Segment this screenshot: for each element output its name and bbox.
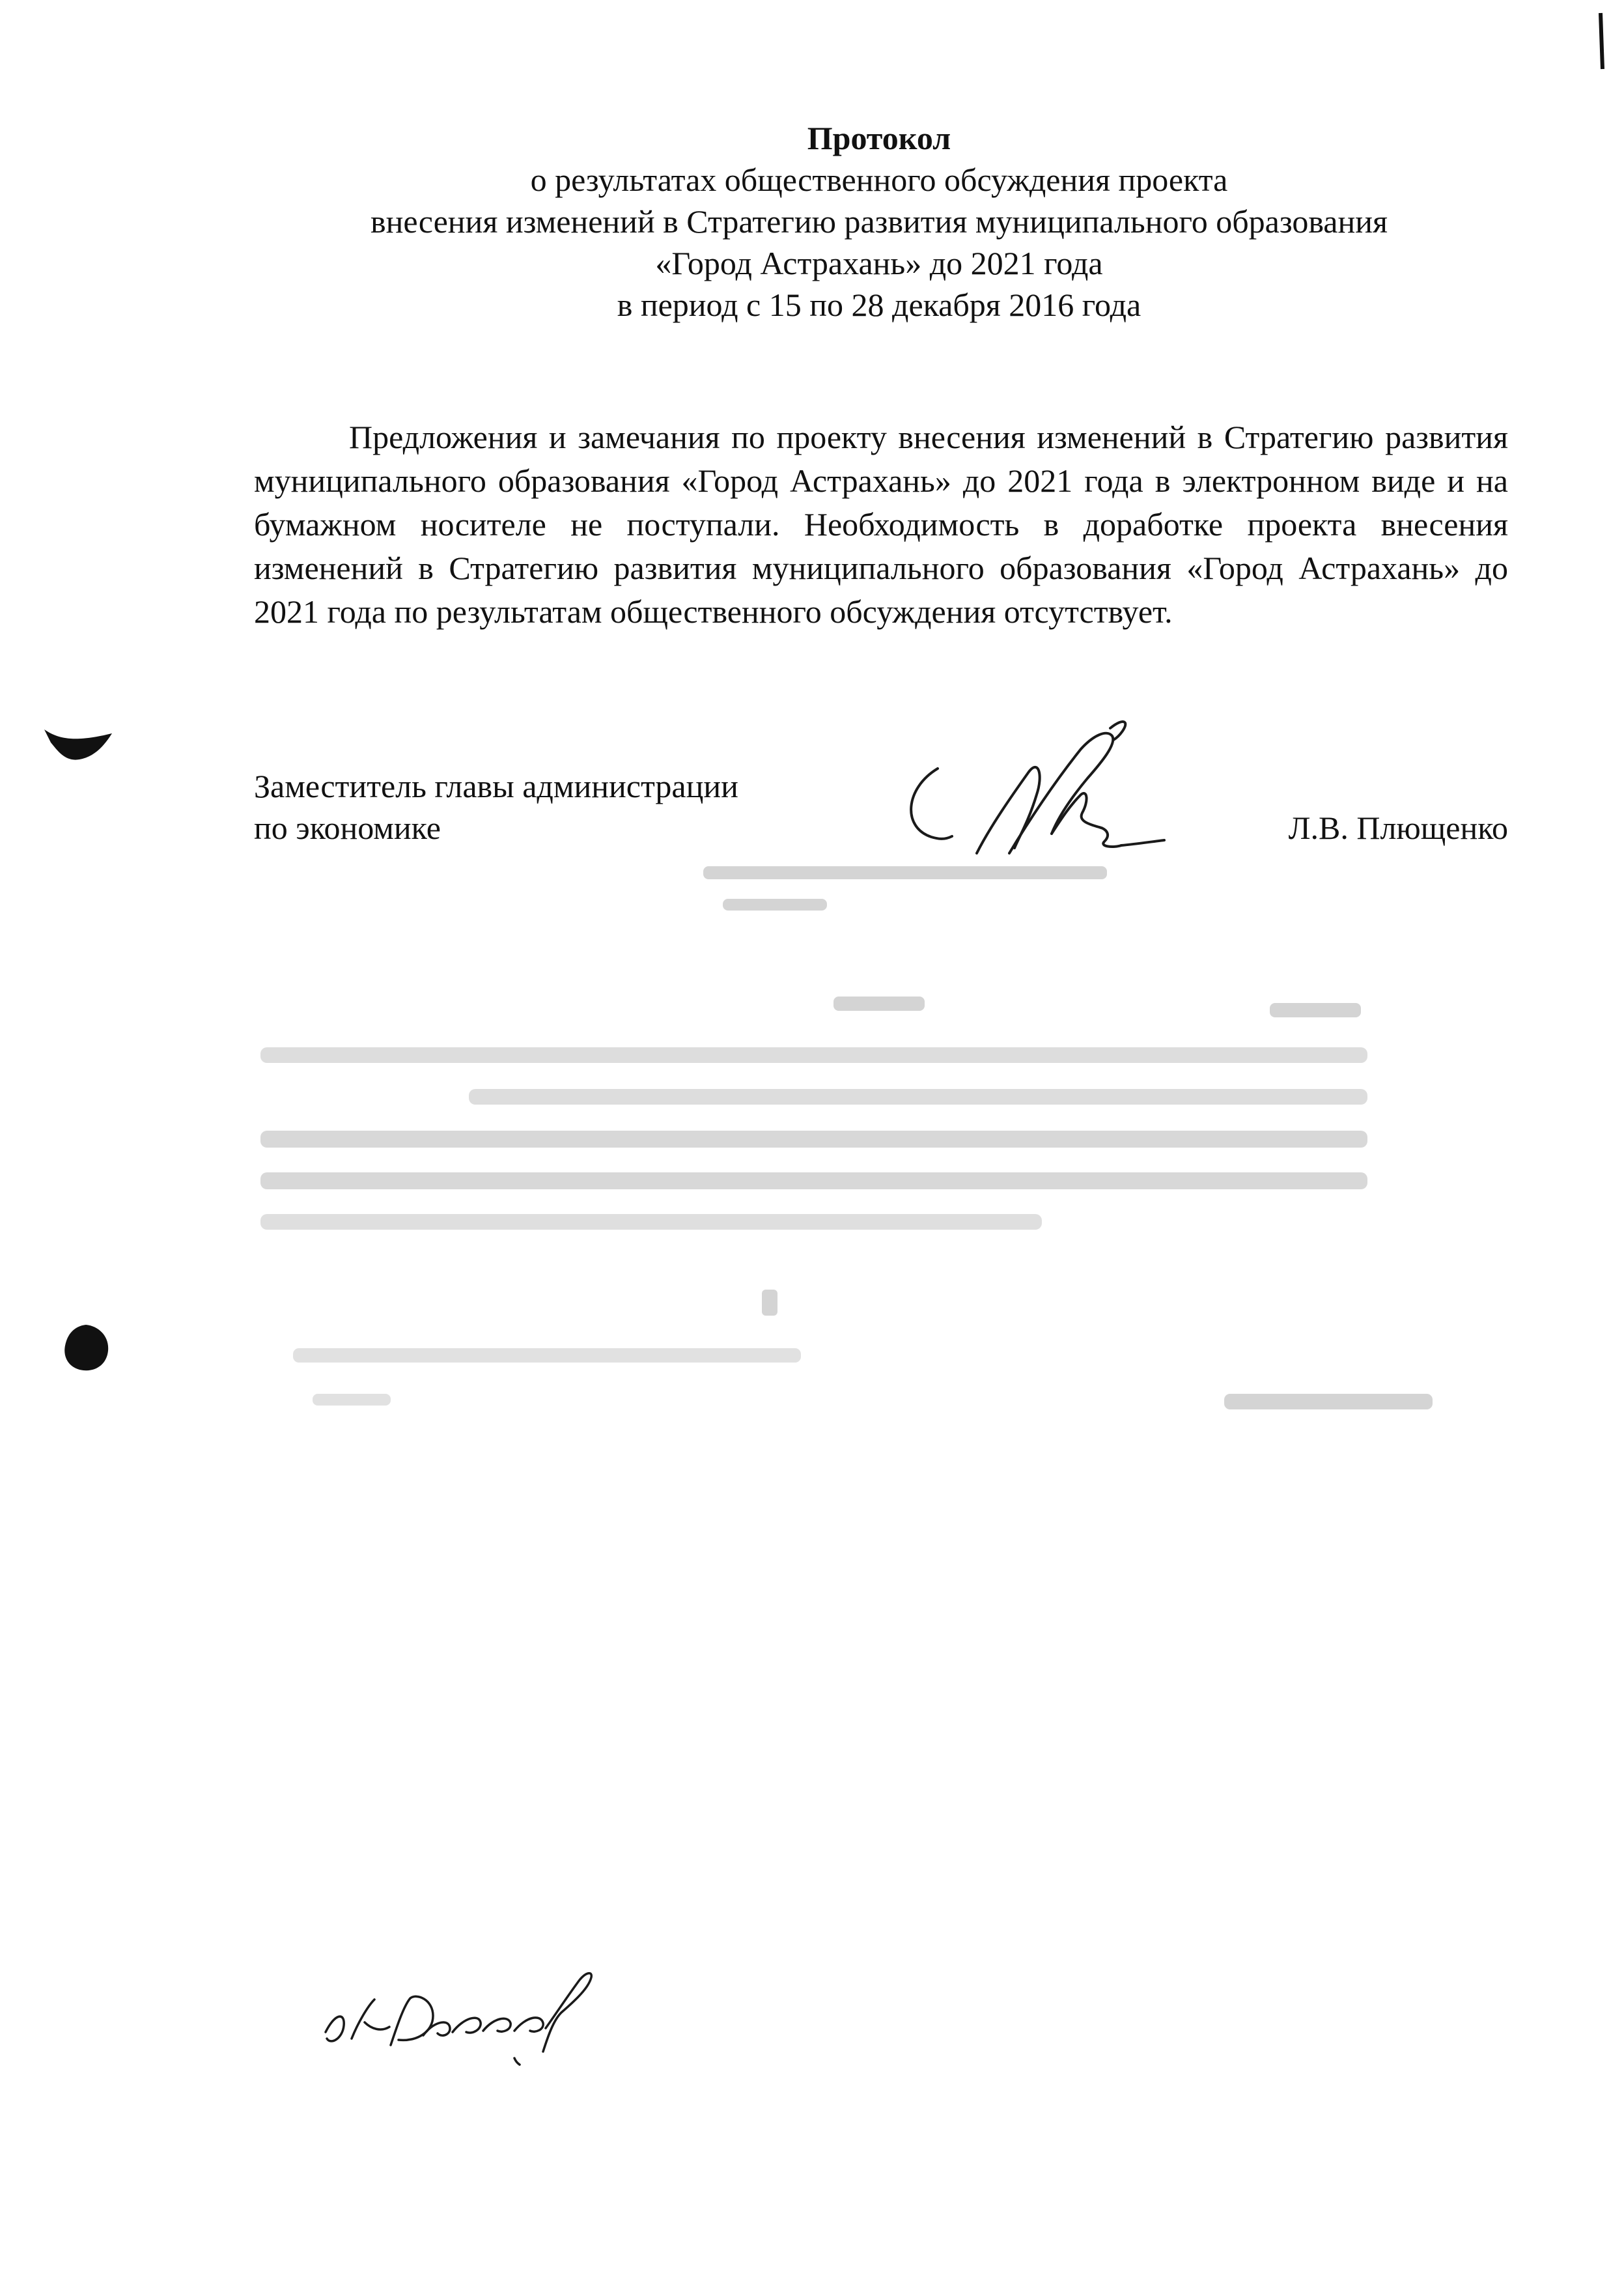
signatory-position xyxy=(254,765,738,849)
handwritten-signature xyxy=(892,697,1166,866)
document-header xyxy=(221,117,1537,326)
subtitle-line-4: в период с 15 по 28 декабря 2016 года xyxy=(617,287,1141,323)
scan-edge-mark xyxy=(1597,12,1606,70)
document-title: Протокол xyxy=(807,120,951,156)
subtitle-line-1: о результатах общественного обсуждения проекта xyxy=(530,162,1228,198)
handwritten-initials xyxy=(319,1960,599,2078)
signatory-position-line-1: Заместитель главы администрации xyxy=(254,768,738,804)
subtitle-line-3: «Город Астрахань» до 2021 года xyxy=(655,245,1103,281)
body-paragraph: Предложения и замечания по проекту внесения изменений в Стратегию развития муниципального образования «Город Астрахань» до 2021 года в электронном виде и на бумажном носителе не поступали. Необходимость в доработке проекта внесения изменений в Стратегию развития муниципального образования «Город Астрахань» до 2021 года по результатам общественного обсуждения отсутствует. xyxy=(254,419,1508,630)
scan-punch-hole-mark xyxy=(60,1322,112,1374)
scan-ink-blot xyxy=(39,716,117,769)
signatory-name: Л.В. Плющенко xyxy=(1288,810,1508,846)
signatory-position-line-2: по экономике xyxy=(254,810,441,846)
subtitle-line-2: внесения изменений в Стратегию развития муниципального образования xyxy=(371,203,1388,240)
